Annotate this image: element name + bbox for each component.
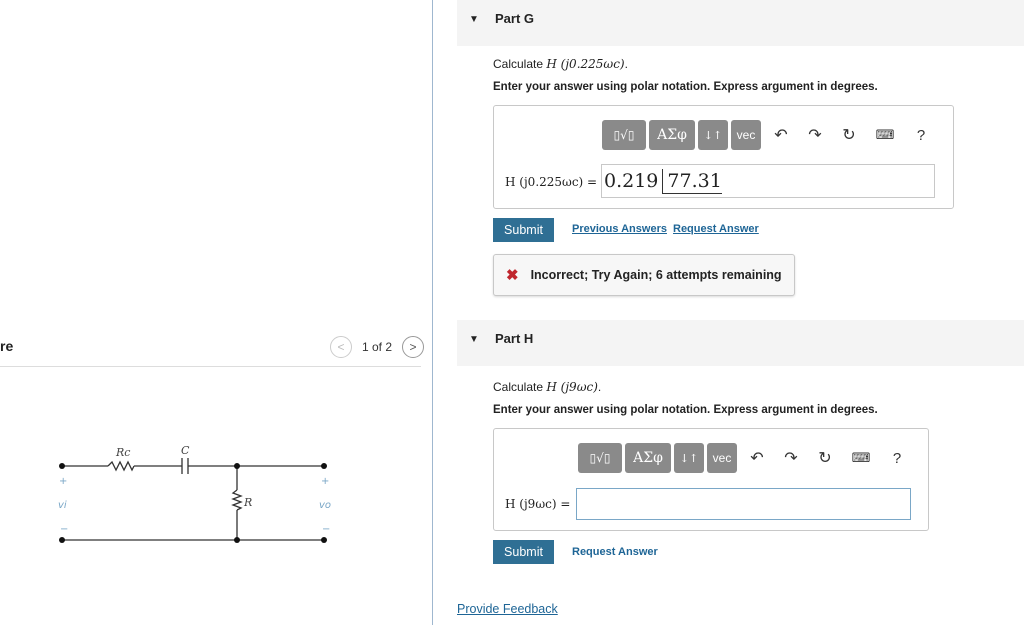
provide-feedback-link[interactable]: Provide Feedback xyxy=(457,602,558,616)
figure-panel xyxy=(0,0,433,625)
part-h-submit-button[interactable]: Submit xyxy=(493,540,554,564)
keyboard-icon[interactable]: ⌨ xyxy=(851,450,871,465)
previous-answers-link[interactable]: Previous Answers xyxy=(572,223,667,235)
part-h-header[interactable] xyxy=(457,320,1024,366)
redo-icon[interactable]: ↷ xyxy=(784,450,798,467)
greek-symbols-button[interactable]: ΑΣφ xyxy=(649,120,695,150)
undo-icon[interactable]: ↶ xyxy=(774,127,788,144)
vo-minus-label: − xyxy=(322,524,331,535)
feedback-message: Incorrect; Try Again; 6 attempts remaining xyxy=(530,268,782,282)
arrows-icon[interactable]: ↓↑ xyxy=(698,120,728,150)
part-h-question: Calculate H (j9ωc). xyxy=(493,380,602,394)
r-label: R xyxy=(244,496,253,509)
answer-magnitude: 0.219 xyxy=(604,170,659,192)
vi-minus-label: − xyxy=(60,524,69,535)
vector-button[interactable]: vec xyxy=(731,120,761,150)
error-x-icon: ✖ xyxy=(506,267,519,284)
collapse-caret-icon[interactable]: ▼ xyxy=(469,14,479,25)
part-g-title: Part G xyxy=(495,11,535,26)
reset-icon[interactable]: ↻ xyxy=(842,127,856,144)
part-g-math-toolbar xyxy=(602,120,938,150)
arrows-icon[interactable]: ↓↑ xyxy=(674,443,704,473)
templates-icon[interactable]: ▯√▯ xyxy=(602,120,646,150)
greek-symbols-button[interactable]: ΑΣφ xyxy=(625,443,671,473)
part-g-instruction: Enter your answer using polar notation. Express argument in degrees. xyxy=(493,81,878,93)
vo-label: vo xyxy=(319,500,332,511)
part-h-instruction: Enter your answer using polar notation. Express argument in degrees. xyxy=(493,404,878,416)
undo-icon[interactable]: ↶ xyxy=(750,450,764,467)
collapse-caret-icon[interactable]: ▼ xyxy=(469,334,479,345)
part-h-answer-label: H (j9ωc) = xyxy=(505,497,571,511)
part-g-answer-label: H (j0.225ωc) = xyxy=(505,175,598,189)
keyboard-icon[interactable]: ⌨ xyxy=(875,127,895,142)
part-h-request-answer-link[interactable]: Request Answer xyxy=(572,546,658,558)
help-button[interactable]: ? xyxy=(916,126,926,144)
polar-angle-symbol xyxy=(662,169,721,194)
answer-angle: 77.31 xyxy=(667,170,722,192)
part-g-feedback xyxy=(493,254,795,296)
rc-label: Rc xyxy=(116,446,131,459)
part-g-request-answer-link[interactable]: Request Answer xyxy=(673,223,759,235)
figure-divider xyxy=(0,366,421,367)
templates-icon[interactable]: ▯√▯ xyxy=(578,443,622,473)
figure-pager xyxy=(330,336,424,358)
part-g-answer-input[interactable] xyxy=(601,164,935,198)
part-h-answer-input[interactable] xyxy=(576,488,911,520)
circuit-diagram xyxy=(40,438,340,553)
part-g-header[interactable] xyxy=(457,0,1024,46)
vo-plus-label: + xyxy=(321,476,330,487)
vector-button[interactable]: vec xyxy=(707,443,737,473)
reset-icon[interactable]: ↻ xyxy=(818,450,832,467)
vi-plus-label: + xyxy=(59,476,68,487)
vi-label: vi xyxy=(58,500,67,511)
c-label: C xyxy=(181,444,190,457)
prev-figure-button[interactable]: < xyxy=(330,336,352,358)
part-h-title: Part H xyxy=(495,331,534,346)
part-h-math-toolbar xyxy=(578,443,914,473)
help-button[interactable]: ? xyxy=(892,449,902,467)
redo-icon[interactable]: ↷ xyxy=(808,127,822,144)
next-figure-button[interactable]: > xyxy=(402,336,424,358)
part-h-answer-box xyxy=(493,428,929,531)
figure-page-count: 1 of 2 xyxy=(362,340,393,354)
figure-title: re xyxy=(0,338,14,354)
part-g-question: Calculate H (j0.225ωc). xyxy=(493,57,628,71)
part-g-submit-button[interactable]: Submit xyxy=(493,218,554,242)
part-g-answer-box xyxy=(493,105,954,209)
